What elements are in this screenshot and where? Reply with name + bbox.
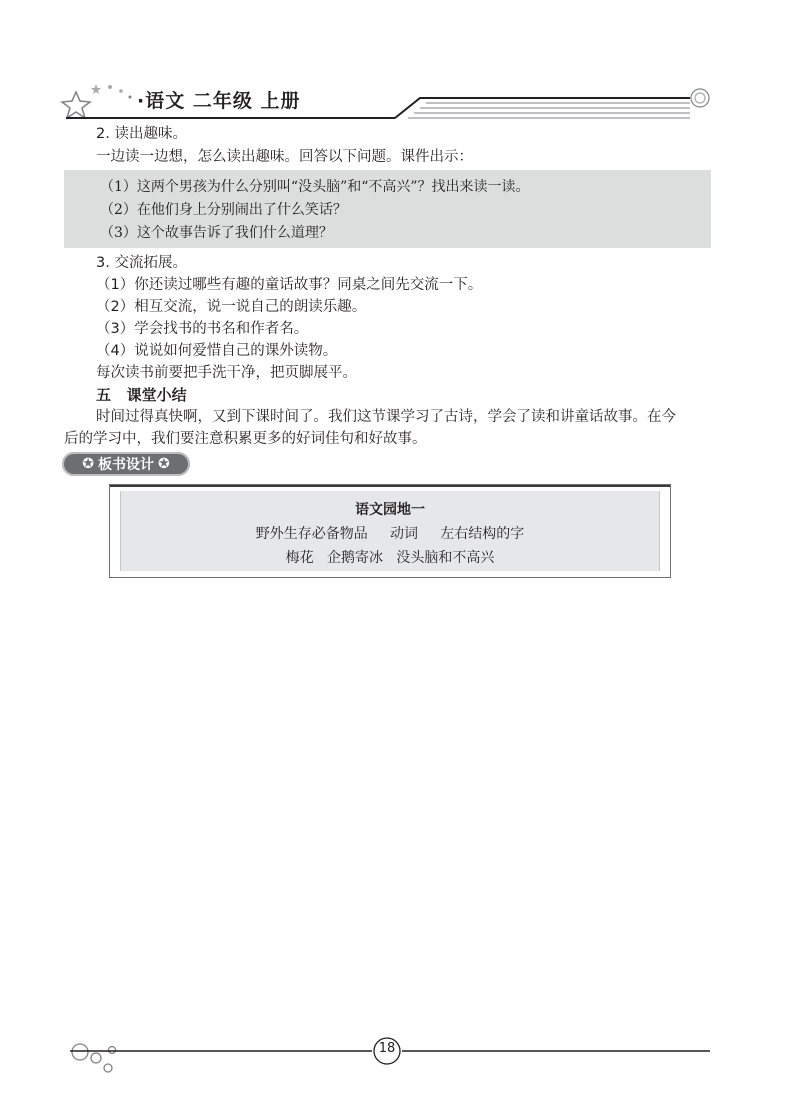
banner-label: 板书设计 [98,457,154,473]
star-icon: ✪ [158,456,170,472]
star-cluster-icon [62,84,132,118]
section-3-note: 每次读书前要把手洗干净，把页脚展平。 [96,365,357,381]
section-3-item-4: （4）说说如何爱惜自己的课外读物。 [96,343,338,359]
section-3-item-1: （1）你还读过哪些有趣的童话故事？同桌之间先交流一下。 [96,277,483,293]
header-decoration [0,0,800,130]
blackboard [109,484,671,578]
summary-text-line-1: 时间过得真快啊，又到下课时间了。我们这节课学习了古诗，学会了读和讲童话故事。在今 [96,409,676,425]
board-row-2: 梅花 企鹅寄冰 没头脑和不高兴 [285,550,495,566]
section-2-heading: 2. 读出趣味。 [96,126,187,142]
section-2-intro: 一边读一边想，怎么读出趣味。回答以下问题。课件出示： [96,149,473,165]
bubbles-icon [72,1044,116,1072]
question-2: （2）在他们身上分别闹出了什么笑话？ [100,202,347,218]
summary-text-line-2: 后的学习中，我们要注意积累更多的好词佳句和好故事。 [64,431,427,447]
question-3: （3）这个故事告诉了我们什么道理？ [100,225,333,241]
section-3-heading: 3. 交流拓展。 [96,255,187,271]
question-1: （1）这两个男孩为什么分别叫“没头脑”和“不高兴”？找出来读一读。 [100,179,530,195]
section-3-item-3: （3）学会找书的书名和作者名。 [96,321,309,337]
blackboard-surface [120,491,660,571]
page-number: 18 [378,1041,396,1056]
courseware-box [64,170,711,248]
book-title: ·语文 二年级 上册 [137,90,301,112]
footer-decoration [0,1020,800,1113]
section-3-item-2: （2）相互交流，说一说自己的朗读乐趣。 [96,299,367,315]
board-design-banner [62,452,190,476]
summary-heading: 五 课堂小结 [96,386,187,404]
board-title: 语文园地一 [355,502,425,518]
spiral-icon [691,89,709,107]
star-icon: ✪ [82,456,94,472]
board-row-1: 野外生存必备物品 动词 左右结构的字 [255,526,525,542]
